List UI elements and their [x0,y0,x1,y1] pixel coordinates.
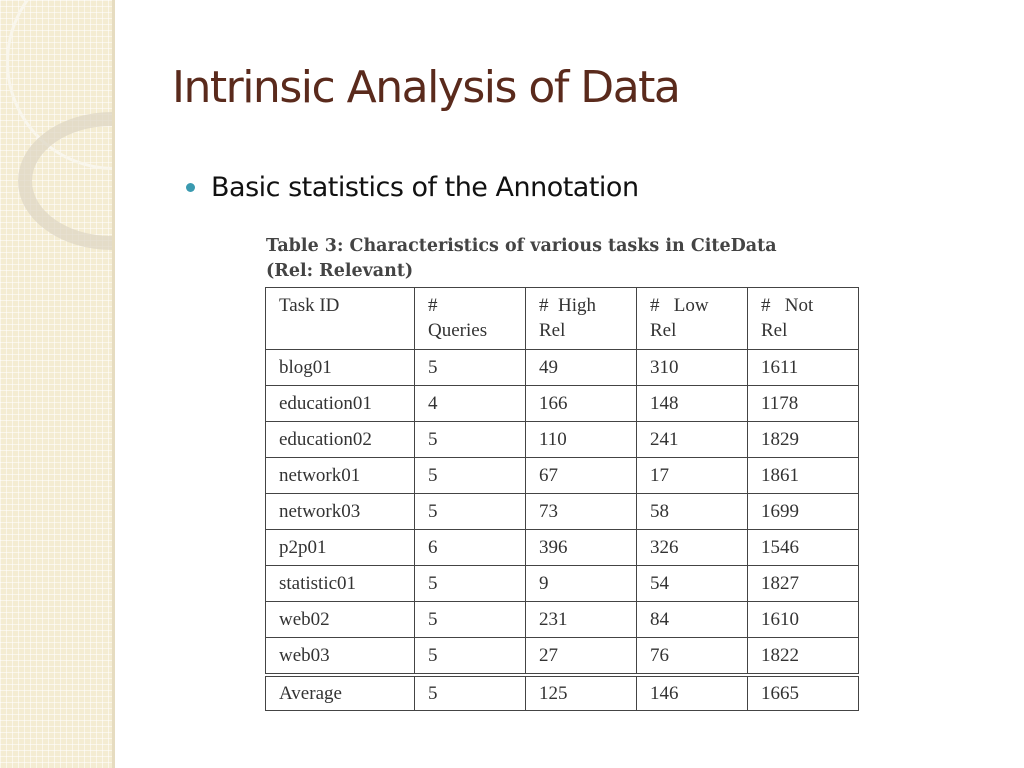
table-cell: 5 [415,458,526,494]
table-cell: 54 [637,566,748,602]
table-header-row [266,288,859,350]
table-cell: 84 [637,602,748,638]
table-cell: 1827 [748,566,859,602]
table-cell: statistic01 [266,566,415,602]
table-cell: 4 [415,386,526,422]
header-text: Queries [428,320,488,341]
table-cell: 5 [415,350,526,386]
table-cell: web02 [266,602,415,638]
header-high-rel [526,288,637,350]
table-cell: 5 [415,566,526,602]
decorative-side-band [0,0,112,768]
table-cell: 310 [637,350,748,386]
table-cell: 5 [415,422,526,458]
table-cell: 6 [415,530,526,566]
header-text: Rel [650,320,677,341]
table-cell: 67 [526,458,637,494]
side-divider [112,0,115,768]
header-text: # High [539,295,596,316]
table-cell: 9 [526,566,637,602]
table-cell: 1665 [748,677,859,711]
slide-title: Intrinsic Analysis of Data [172,62,680,113]
table-row [266,530,859,566]
table-cell: 58 [637,494,748,530]
table-cell: 5 [415,494,526,530]
table-cell: Average [266,677,415,711]
table-cell: network01 [266,458,415,494]
table-cell: blog01 [266,350,415,386]
table-row [266,602,859,638]
table-row [266,638,859,674]
table-caption [266,234,866,284]
table-cell: network03 [266,494,415,530]
header-queries [415,288,526,350]
table-cell: 1861 [748,458,859,494]
table-cell: 396 [526,530,637,566]
table-cell: 1178 [748,386,859,422]
table-cell: 241 [637,422,748,458]
table-cell: 326 [637,530,748,566]
header-task-id [266,288,415,350]
table-cell: 231 [526,602,637,638]
table-cell: 73 [526,494,637,530]
table-row-average [266,677,859,711]
table-cell: 1822 [748,638,859,674]
table-cell: 1829 [748,422,859,458]
table-cell: 146 [637,677,748,711]
table-row [266,494,859,530]
header-text: # [428,295,438,316]
table-cell: 49 [526,350,637,386]
caption-line: Table 3: Characteristics of various tasks in CiteData [266,236,777,256]
table-cell: 76 [637,638,748,674]
average-table [265,676,859,711]
header-low-rel [637,288,748,350]
bullet-item [186,172,639,203]
table-cell: p2p01 [266,530,415,566]
table-cell: 5 [415,677,526,711]
table-cell: 1611 [748,350,859,386]
table-row [266,386,859,422]
bullet-icon [186,183,195,192]
table-cell: 5 [415,638,526,674]
header-text: # Low [650,295,709,316]
caption-line: (Rel: Relevant) [266,261,414,281]
header-text: Rel [539,320,566,341]
table-cell: 27 [526,638,637,674]
header-text: Task ID [279,295,340,316]
table-row [266,422,859,458]
table-cell: 1546 [748,530,859,566]
header-not-rel [748,288,859,350]
table-cell: 148 [637,386,748,422]
table-cell: 17 [637,458,748,494]
table-cell: 166 [526,386,637,422]
table-cell: education02 [266,422,415,458]
bullet-text: Basic statistics of the Annotation [211,172,639,203]
header-text: # Not [761,295,814,316]
table-row [266,566,859,602]
data-table [265,287,859,674]
table-row [266,458,859,494]
table-cell: 1699 [748,494,859,530]
table-cell: 110 [526,422,637,458]
table-cell: 125 [526,677,637,711]
table-cell: 1610 [748,602,859,638]
table-cell: web03 [266,638,415,674]
table-cell: education01 [266,386,415,422]
table-row [266,350,859,386]
header-text: Rel [761,320,788,341]
table-cell: 5 [415,602,526,638]
